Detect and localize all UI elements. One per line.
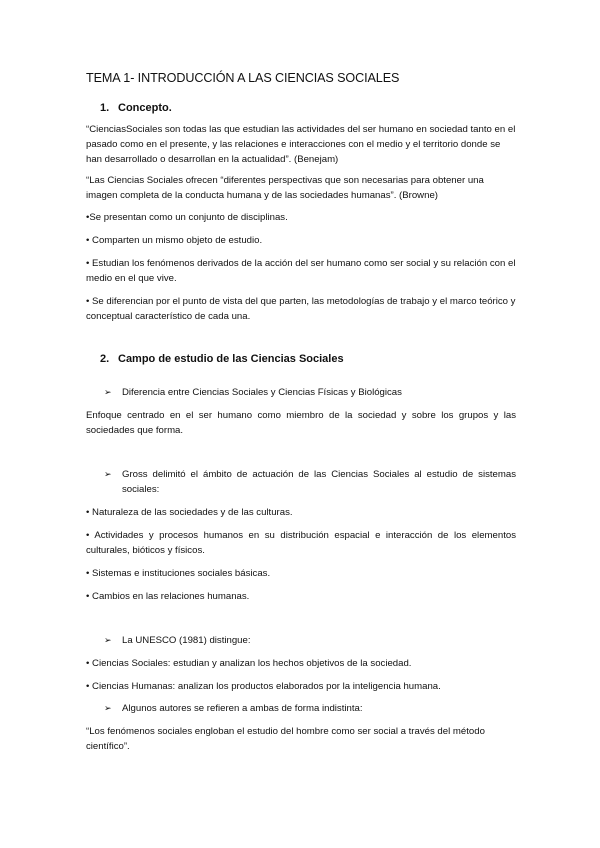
bullet-item: • Ciencias Humanas: analizan los productos elaborados por la inteligencia humana. [86, 681, 441, 692]
arrow-item-gross [104, 467, 516, 497]
section-title: Concepto. [118, 102, 172, 114]
arrow-item-unesco [104, 633, 516, 648]
bullet-item: • Estudian los fenómenos derivados de la acción del ser humano como ser social y su relación con el medio en el que vive. [86, 258, 516, 284]
arrow-bullet-icon: ➢ [104, 635, 112, 645]
section-number: 1. [100, 102, 110, 114]
bullet-item: • Se diferencian por el punto de vista del que parten, las metodologías de trabajo y el marco teórico y conceptual característico de cada una. [86, 296, 516, 322]
arrow-bullet-icon: ➢ [104, 703, 112, 713]
section-title: Campo de estudio de las Ciencias Sociales [118, 353, 344, 365]
arrow-bullet-icon: ➢ [104, 387, 112, 397]
document-title: TEMA 1- INTRODUCCIÓN A LAS CIENCIAS SOCIALES [86, 71, 400, 85]
section-heading-campo [100, 352, 344, 366]
paragraph-enfoque: Enfoque centrado en el ser humano como miembro de la sociedad y sobre los grupos y las sociedades que forma. [86, 410, 516, 436]
arrow-item-diferencia [104, 385, 516, 400]
bullet-item: • Ciencias Sociales: estudian y analizan los hechos objetivos de la sociedad. [86, 658, 412, 669]
bullet-item: • Cambios en las relaciones humanas. [86, 591, 250, 602]
section-number: 2. [100, 353, 110, 365]
bullet-item: •Se presentan como un conjunto de disciplinas. [86, 212, 288, 223]
arrow-item-text: Diferencia entre Ciencias Sociales y Ciencias Físicas y Biológicas [122, 387, 402, 398]
section-heading-concepto [100, 101, 172, 115]
arrow-item-text: Algunos autores se refieren a ambas de forma indistinta: [122, 703, 363, 714]
bullet-item: • Actividades y procesos humanos en su distribución espacial e interacción de los elementos culturales, bióticos y físicos. [86, 530, 516, 556]
final-quote: “Los fenómenos sociales engloban el estudio del hombre como ser social a través del método científico”. [86, 726, 485, 752]
arrow-item-autores [104, 701, 516, 716]
arrow-item-text: Gross delimitó el ámbito de actuación de las Ciencias Sociales al estudio de sistemas sociales: [122, 469, 516, 495]
arrow-bullet-icon: ➢ [104, 469, 112, 479]
bullet-item: • Comparten un mismo objeto de estudio. [86, 235, 263, 246]
arrow-item-text: La UNESCO (1981) distingue: [122, 635, 251, 646]
bullet-item: • Naturaleza de las sociedades y de las culturas. [86, 507, 293, 518]
quote-benejam: “CienciasSociales son todas las que estudian las actividades del ser humano en sociedad tanto en el pasado como en el presente, y las relaciones e interacciones con el medio y el territorio donde se han desarrollado o desarrollan en la actualidad”. (Benejam) [86, 124, 516, 165]
quote-browne: “Las Ciencias Sociales ofrecen “diferentes perspectivas que son necesarias para obtener una imagen completa de la conducta humana y de las sociedades humanas”. (Browne) [86, 175, 484, 201]
bullet-item: • Sistemas e instituciones sociales básicas. [86, 568, 271, 579]
